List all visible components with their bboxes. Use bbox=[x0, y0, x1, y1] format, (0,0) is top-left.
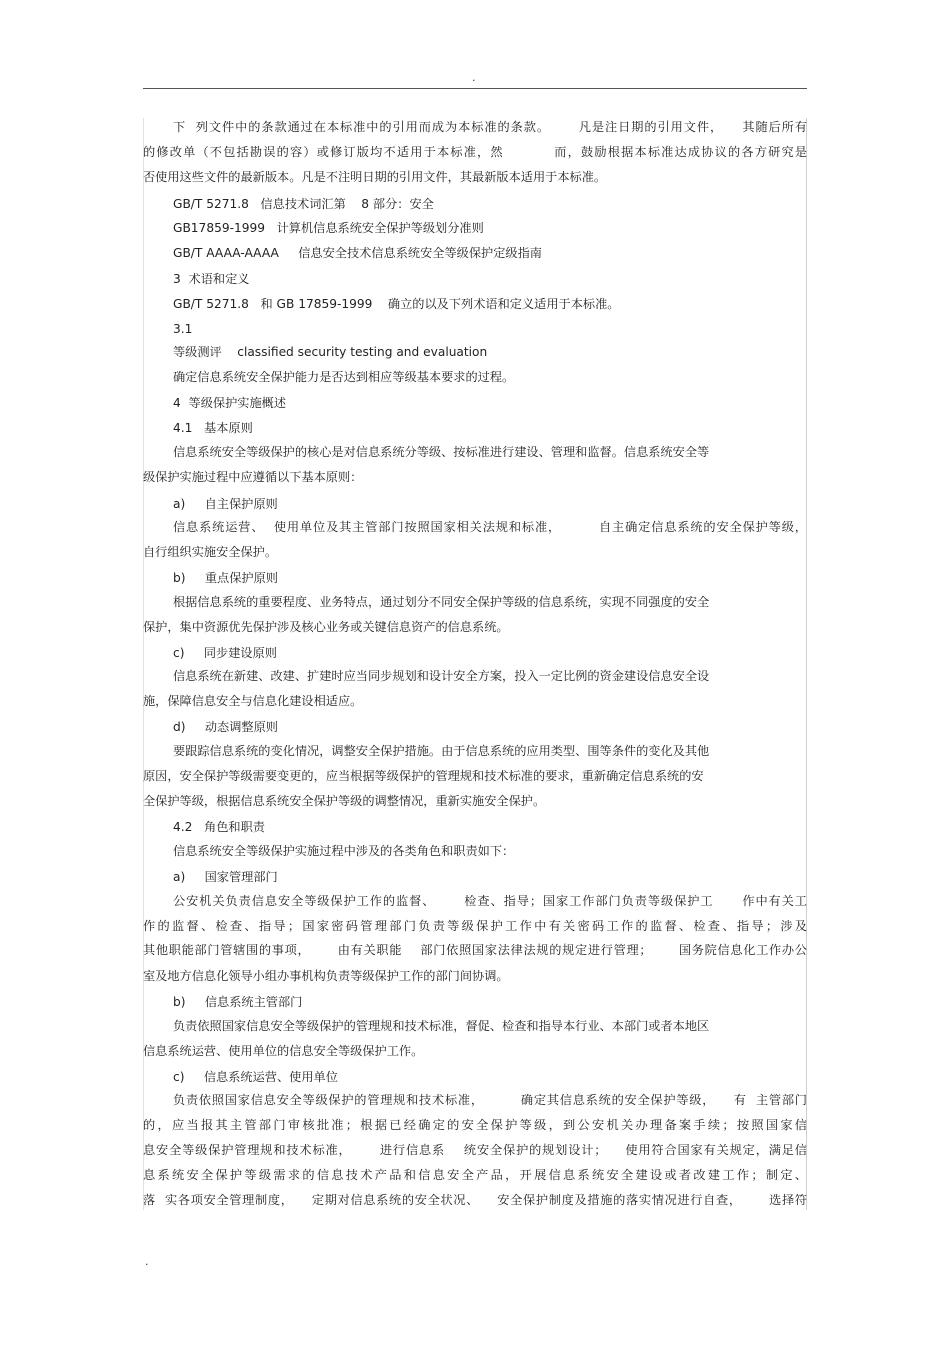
reference-item: GB17859-1999 计算机信息系统安全保护等级划分准则 bbox=[173, 221, 484, 235]
text-line: 的修改单（不包括勘误的容）或修订版均不适用于本标准，然 而，鼓励根据本标准达成协议的各方研究是 bbox=[143, 145, 807, 159]
clause-number: 3.1 bbox=[173, 322, 193, 336]
text-line: 信息系统运营、 使用单位及其主管部门按照国家相关法规和标准， 自主确定信息系统的安全保护等级， bbox=[173, 520, 807, 534]
term-definition: 确定信息系统安全保护能力是否达到相应等级基本要求的过程。 bbox=[173, 370, 515, 384]
text-line: 落 实各项安全管理制度， 定期对信息系统的安全状况、 安全保护制度及措施的落实情况进行自查， 选择符 bbox=[143, 1193, 807, 1207]
text-line: 全保护等级，根据信息系统安全保护等级的调整情况，重新实施安全保护。 bbox=[143, 794, 546, 808]
text-line: 自行组织实施安全保护。 bbox=[143, 545, 278, 559]
list-item-heading: c) 同步建设原则 bbox=[173, 646, 277, 660]
text-line: GB/T 5271.8 和 GB 17859-1999 确立的以及下列术语和定义适用于本标准。 bbox=[173, 297, 620, 311]
text-line: 下 列文件中的条款通过在本标准中的引用而成为本标准的条款。 凡是注日期的引用文件， 其随后所有 bbox=[173, 120, 807, 134]
reference-item: GB/T AAAA-AAAA 信息安全技术信息系统安全等级保护定级指南 bbox=[173, 246, 542, 260]
text-line: 要跟踪信息系统的变化情况，调整安全保护措施。由于信息系统的应用类型、围等条件的变化及其他 bbox=[173, 744, 710, 758]
footer-mark: . bbox=[145, 1255, 149, 1268]
list-item-heading: a) 自主保护原则 bbox=[173, 497, 278, 511]
section-heading: 4 等级保护实施概述 bbox=[173, 396, 287, 410]
text-line: 保护，集中资源优先保护涉及核心业务或关键信息资产的信息系统。 bbox=[143, 620, 509, 634]
text-line: 原因，安全保护等级需要变更的，应当根据等级保护的管理规和技术标准的要求，重新确定信息系统的安 bbox=[143, 769, 704, 783]
list-item-heading: b) 信息系统主管部门 bbox=[173, 995, 303, 1009]
text-line: 室及地方信息化领导小组办事机构负责等级保护工作的部门间协调。 bbox=[143, 969, 509, 983]
text-line: 信息系统运营、使用单位的信息安全等级保护工作。 bbox=[143, 1044, 424, 1058]
text-line: 否使用这些文件的最新版本。凡是不注明日期的引用文件，其最新版本适用于本标准。 bbox=[143, 170, 607, 184]
text-line: 信息系统安全等级保护实施过程中涉及的各类角色和职责如下： bbox=[173, 844, 515, 858]
text-line: 级保护实施过程中应遵循以下基本原则： bbox=[143, 470, 363, 484]
text-line: 负责依照国家信息安全等级保护的管理规和技术标准， 确定其信息系统的安全保护等级， 有 主管部门 bbox=[173, 1093, 807, 1107]
list-item-heading: b) 重点保护原则 bbox=[173, 571, 278, 585]
subsection-heading: 4.1 基本原则 bbox=[173, 421, 253, 435]
text-line: 信息系统在新建、改建、扩建时应当同步规划和设计安全方案，投入一定比例的资金建设信息安全设 bbox=[173, 669, 710, 683]
text-line: 根据信息系统的重要程度、业务特点，通过划分不同安全保护等级的信息系统，实现不同强度的安全 bbox=[173, 595, 710, 609]
list-item-heading: c) 信息系统运营、使用单位 bbox=[173, 1070, 338, 1084]
section-heading: 3 术语和定义 bbox=[173, 272, 250, 286]
text-line: 其他职能部门管辖围的事项， 由有关职能 部门依照国家法律法规的规定进行管理； 国务院信息化工作办公 bbox=[143, 943, 807, 957]
text-line: 信息系统安全等级保护的核心是对信息系统分等级、按标准进行建设、管理和监督。信息系统安全等 bbox=[173, 445, 710, 459]
header-mark: . bbox=[472, 71, 476, 84]
text-line: 作的监督、检查、指导；国家密码管理部门负责等级保护工作中有关密码工作的监督、检查、指导；涉及 bbox=[143, 919, 807, 933]
text-line: 公安机关负责信息安全等级保护工作的监督、 检查、指导；国家工作部门负责等级保护工 作中有关工 bbox=[173, 894, 807, 908]
list-item-heading: d) 动态调整原则 bbox=[173, 720, 278, 734]
text-line: 的，应当报其主管部门审核批准；根据已经确定的安全保护等级，到公安机关办理备案手续；按照国家信 bbox=[143, 1118, 807, 1132]
reference-item: GB/T 5271.8 信息技术词汇第 8 部分：安全 bbox=[173, 197, 434, 211]
list-item-heading: a) 国家管理部门 bbox=[173, 870, 278, 884]
text-line: 施，保障信息安全与信息化建设相适应。 bbox=[143, 694, 363, 708]
subsection-heading: 4.2 角色和职责 bbox=[173, 820, 265, 834]
term-heading: 等级测评 classified security testing and evaluation bbox=[173, 345, 488, 359]
text-line: 息安全等级保护管理规和技术标准， 进行信息系 统安全保护的规划设计； 使用符合国家有关规定，满足信 bbox=[143, 1143, 807, 1157]
text-line: 息系统安全保护等级需求的信息技术产品和信息安全产品，开展信息系统安全建设或者改建工作；制定、 bbox=[143, 1168, 807, 1182]
header-rule bbox=[143, 88, 807, 89]
text-line: 负责依照国家信息安全等级保护的管理规和技术标准，督促、检查和指导本行业、本部门或者本地区 bbox=[173, 1019, 710, 1033]
